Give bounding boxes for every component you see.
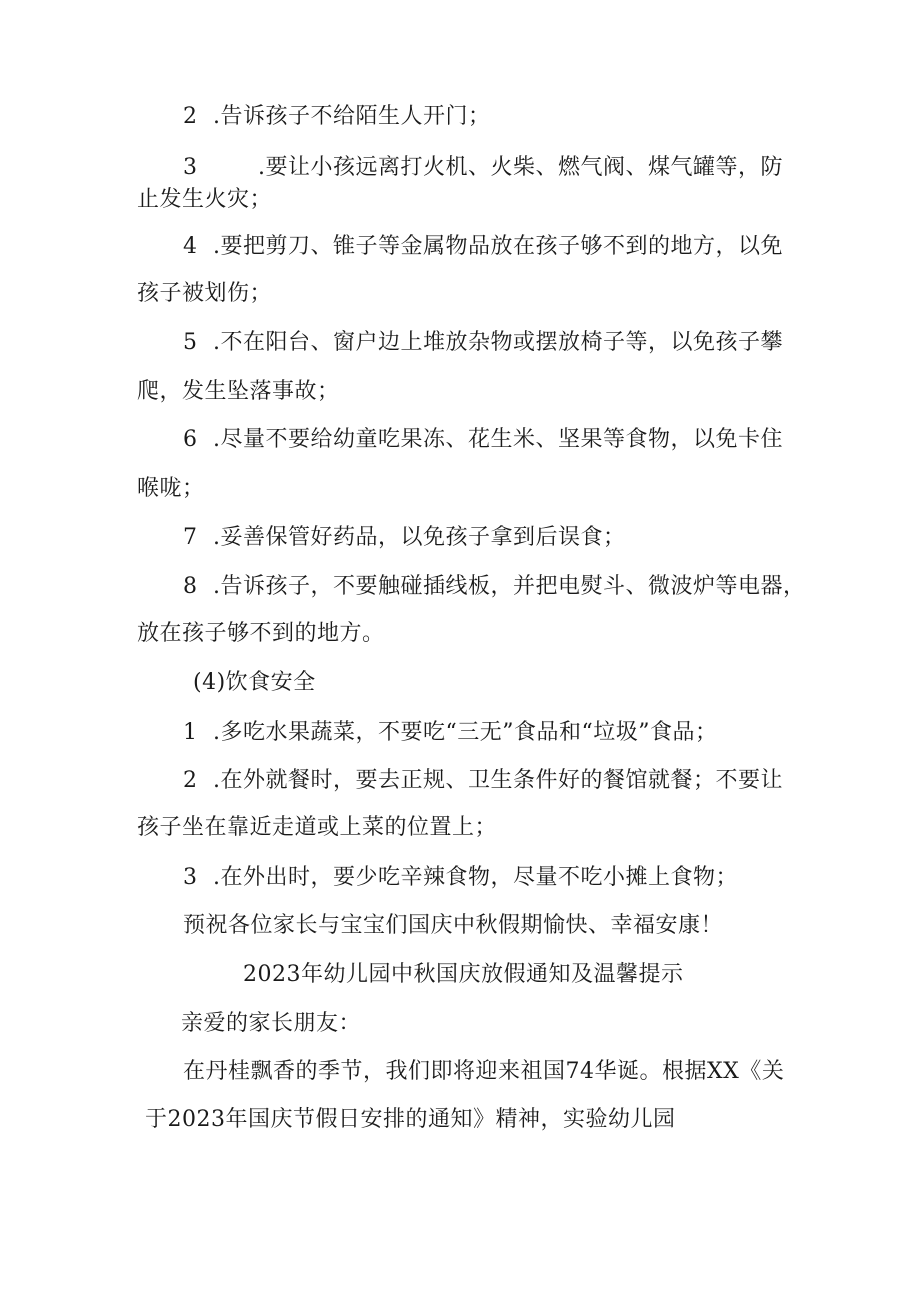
list-item-8 (183, 572, 806, 602)
list-item-4 (183, 232, 783, 262)
section-heading-food-safety: (4)饮食安全 (193, 670, 316, 695)
list-text: .妥善保管好药品，以免孩子拿到后误食； (213, 525, 626, 550)
food-item-1 (183, 718, 717, 748)
list-text: .不在阳台、窗户边上堆放杂物或摆放椅子等，以免孩子攀 (213, 330, 783, 355)
list-item-continuation: 孩子坐在靠近走道或上菜的位置上； (137, 815, 498, 840)
list-item-continuation: 喉咙； (137, 476, 205, 501)
body-paragraph-line: 在丹桂飘香的季节，我们即将迎来祖国74华诞。根据XX《关 (183, 1059, 785, 1084)
list-text: .多吃水果蔬菜，不要吃“三无”食品和“垃圾”食品； (213, 720, 718, 745)
greeting: 亲爱的家长朋友： (181, 1011, 362, 1036)
list-text: .告诉孩子不给陌生人开门； (213, 104, 491, 129)
food-item-3 (183, 863, 738, 893)
food-item-2 (183, 766, 783, 796)
list-item-5 (183, 328, 783, 358)
list-item-3 (183, 153, 783, 183)
closing-wishes: 预祝各位家长与宝宝们国庆中秋假期愉快、幸福安康！ (183, 913, 724, 938)
list-text: .要让小孩远离打火机、火柴、燃气阀、煤气罐等，防 (258, 155, 783, 180)
list-item-continuation: 止发生火灾； (137, 187, 273, 212)
list-number: 7 (183, 525, 198, 550)
list-number: 4 (183, 234, 198, 259)
list-text: .告诉孩子，不要触碰插线板，并把电熨斗、微波炉等电器， (213, 574, 806, 599)
list-text: .尽量不要给幼童吃果冻、花生米、坚果等食物，以免卡住 (213, 427, 783, 452)
list-text: .要把剪刀、锥子等金属物品放在孩子够不到的地方，以免 (213, 234, 783, 259)
list-item-continuation: 孩子被划伤； (137, 281, 273, 306)
list-text: .在外出时，要少吃辛辣食物，尽量不吃小摊上食物； (213, 865, 738, 890)
list-number: 1 (183, 720, 198, 745)
list-item-6 (183, 425, 783, 455)
notice-title: 2023年幼儿园中秋国庆放假通知及温馨提示 (243, 962, 684, 987)
list-number: 2 (183, 768, 198, 793)
list-item-continuation: 放在孩子够不到的地方。 (137, 621, 385, 646)
list-number: 5 (183, 330, 198, 355)
list-number: 2 (183, 104, 198, 129)
list-number: 6 (183, 427, 198, 452)
list-number: 8 (183, 574, 198, 599)
list-number: 3 (183, 865, 198, 890)
list-item-2 (183, 102, 491, 132)
list-item-7 (183, 523, 626, 553)
list-number: 3 (183, 155, 198, 180)
list-item-continuation: 爬，发生坠落事故； (137, 379, 340, 404)
list-text: .在外就餐时，要去正规、卫生条件好的餐馆就餐；不要让 (213, 768, 783, 793)
body-paragraph-line: 于2023年国庆节假日安排的通知》精神，实验幼儿园 (145, 1107, 676, 1132)
